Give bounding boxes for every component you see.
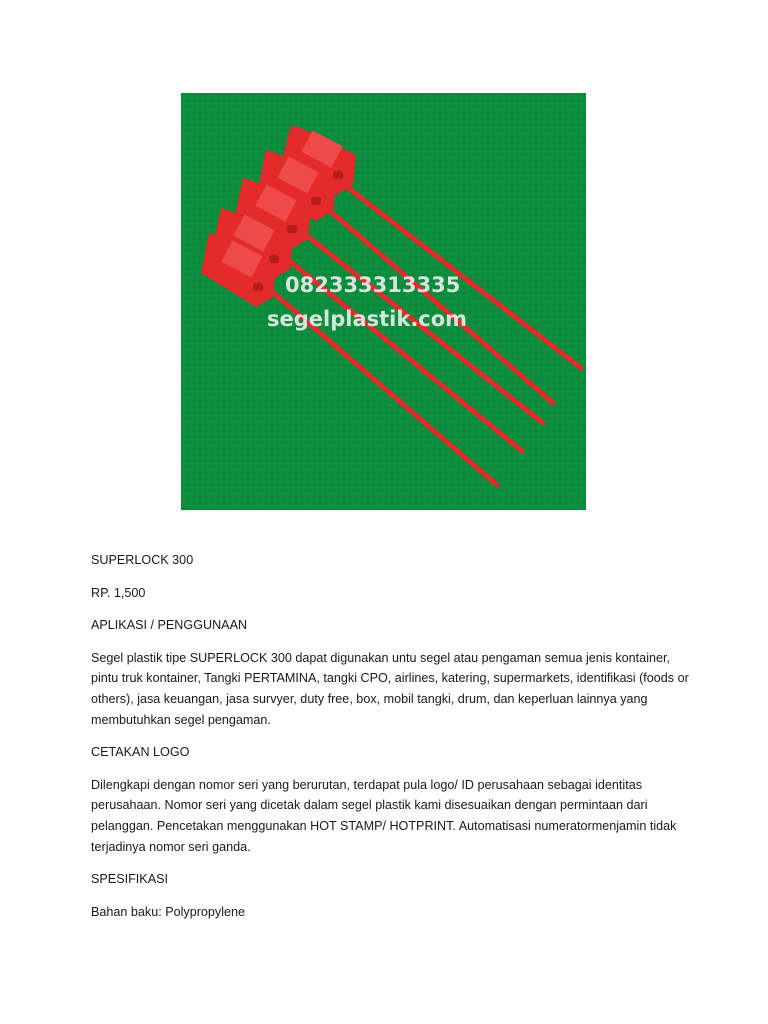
section-heading-logo: CETAKAN LOGO [91, 745, 190, 760]
section-heading-spec: SPESIFIKASI [91, 872, 168, 887]
seal-illustration [181, 93, 586, 510]
product-description [91, 550, 691, 934]
spec-material: Bahan baku: Polypropylene [91, 904, 246, 919]
product-photo [181, 93, 586, 510]
section-body-logo: Dilengkapi dengan nomor seri yang berurutan, terdapat pula logo/ ID perusahaan sebagai identitas perusahaan. Nomor seri yang dicetak dalam segel plastik kami disesuaikan dengan permintaan dari pelanggan. Pencetakan menggunakan HOT STAMP/ HOTPRINT. Automatisasi numeratormenjamin tidak terjadinya nomor seri ganda. [91, 777, 677, 854]
product-name: SUPERLOCK 300 [91, 553, 194, 567]
watermark-phone: 082333313335 [285, 273, 461, 297]
product-price: RP. 1,500 [91, 585, 146, 600]
section-body-application: Segel plastik tipe SUPERLOCK 300 dapat digunakan untu segel atau pengaman semua jenis kontainer, pintu truk kontainer, Tangki PERTAMINA, tangki CPO, airlines, katering, supermarkets, identifikasi (foods or others), jasa keuangan, jasa survyer, duty free, box, mobil tangki, drum, dan keperluan lainnya yang membutuhkan segel pengaman. [91, 650, 689, 727]
section-heading-application: APLIKASI / PENGGUNAAN [91, 618, 248, 633]
green-felt-background [181, 93, 586, 510]
watermark-site: segelplastik.com [267, 307, 468, 331]
